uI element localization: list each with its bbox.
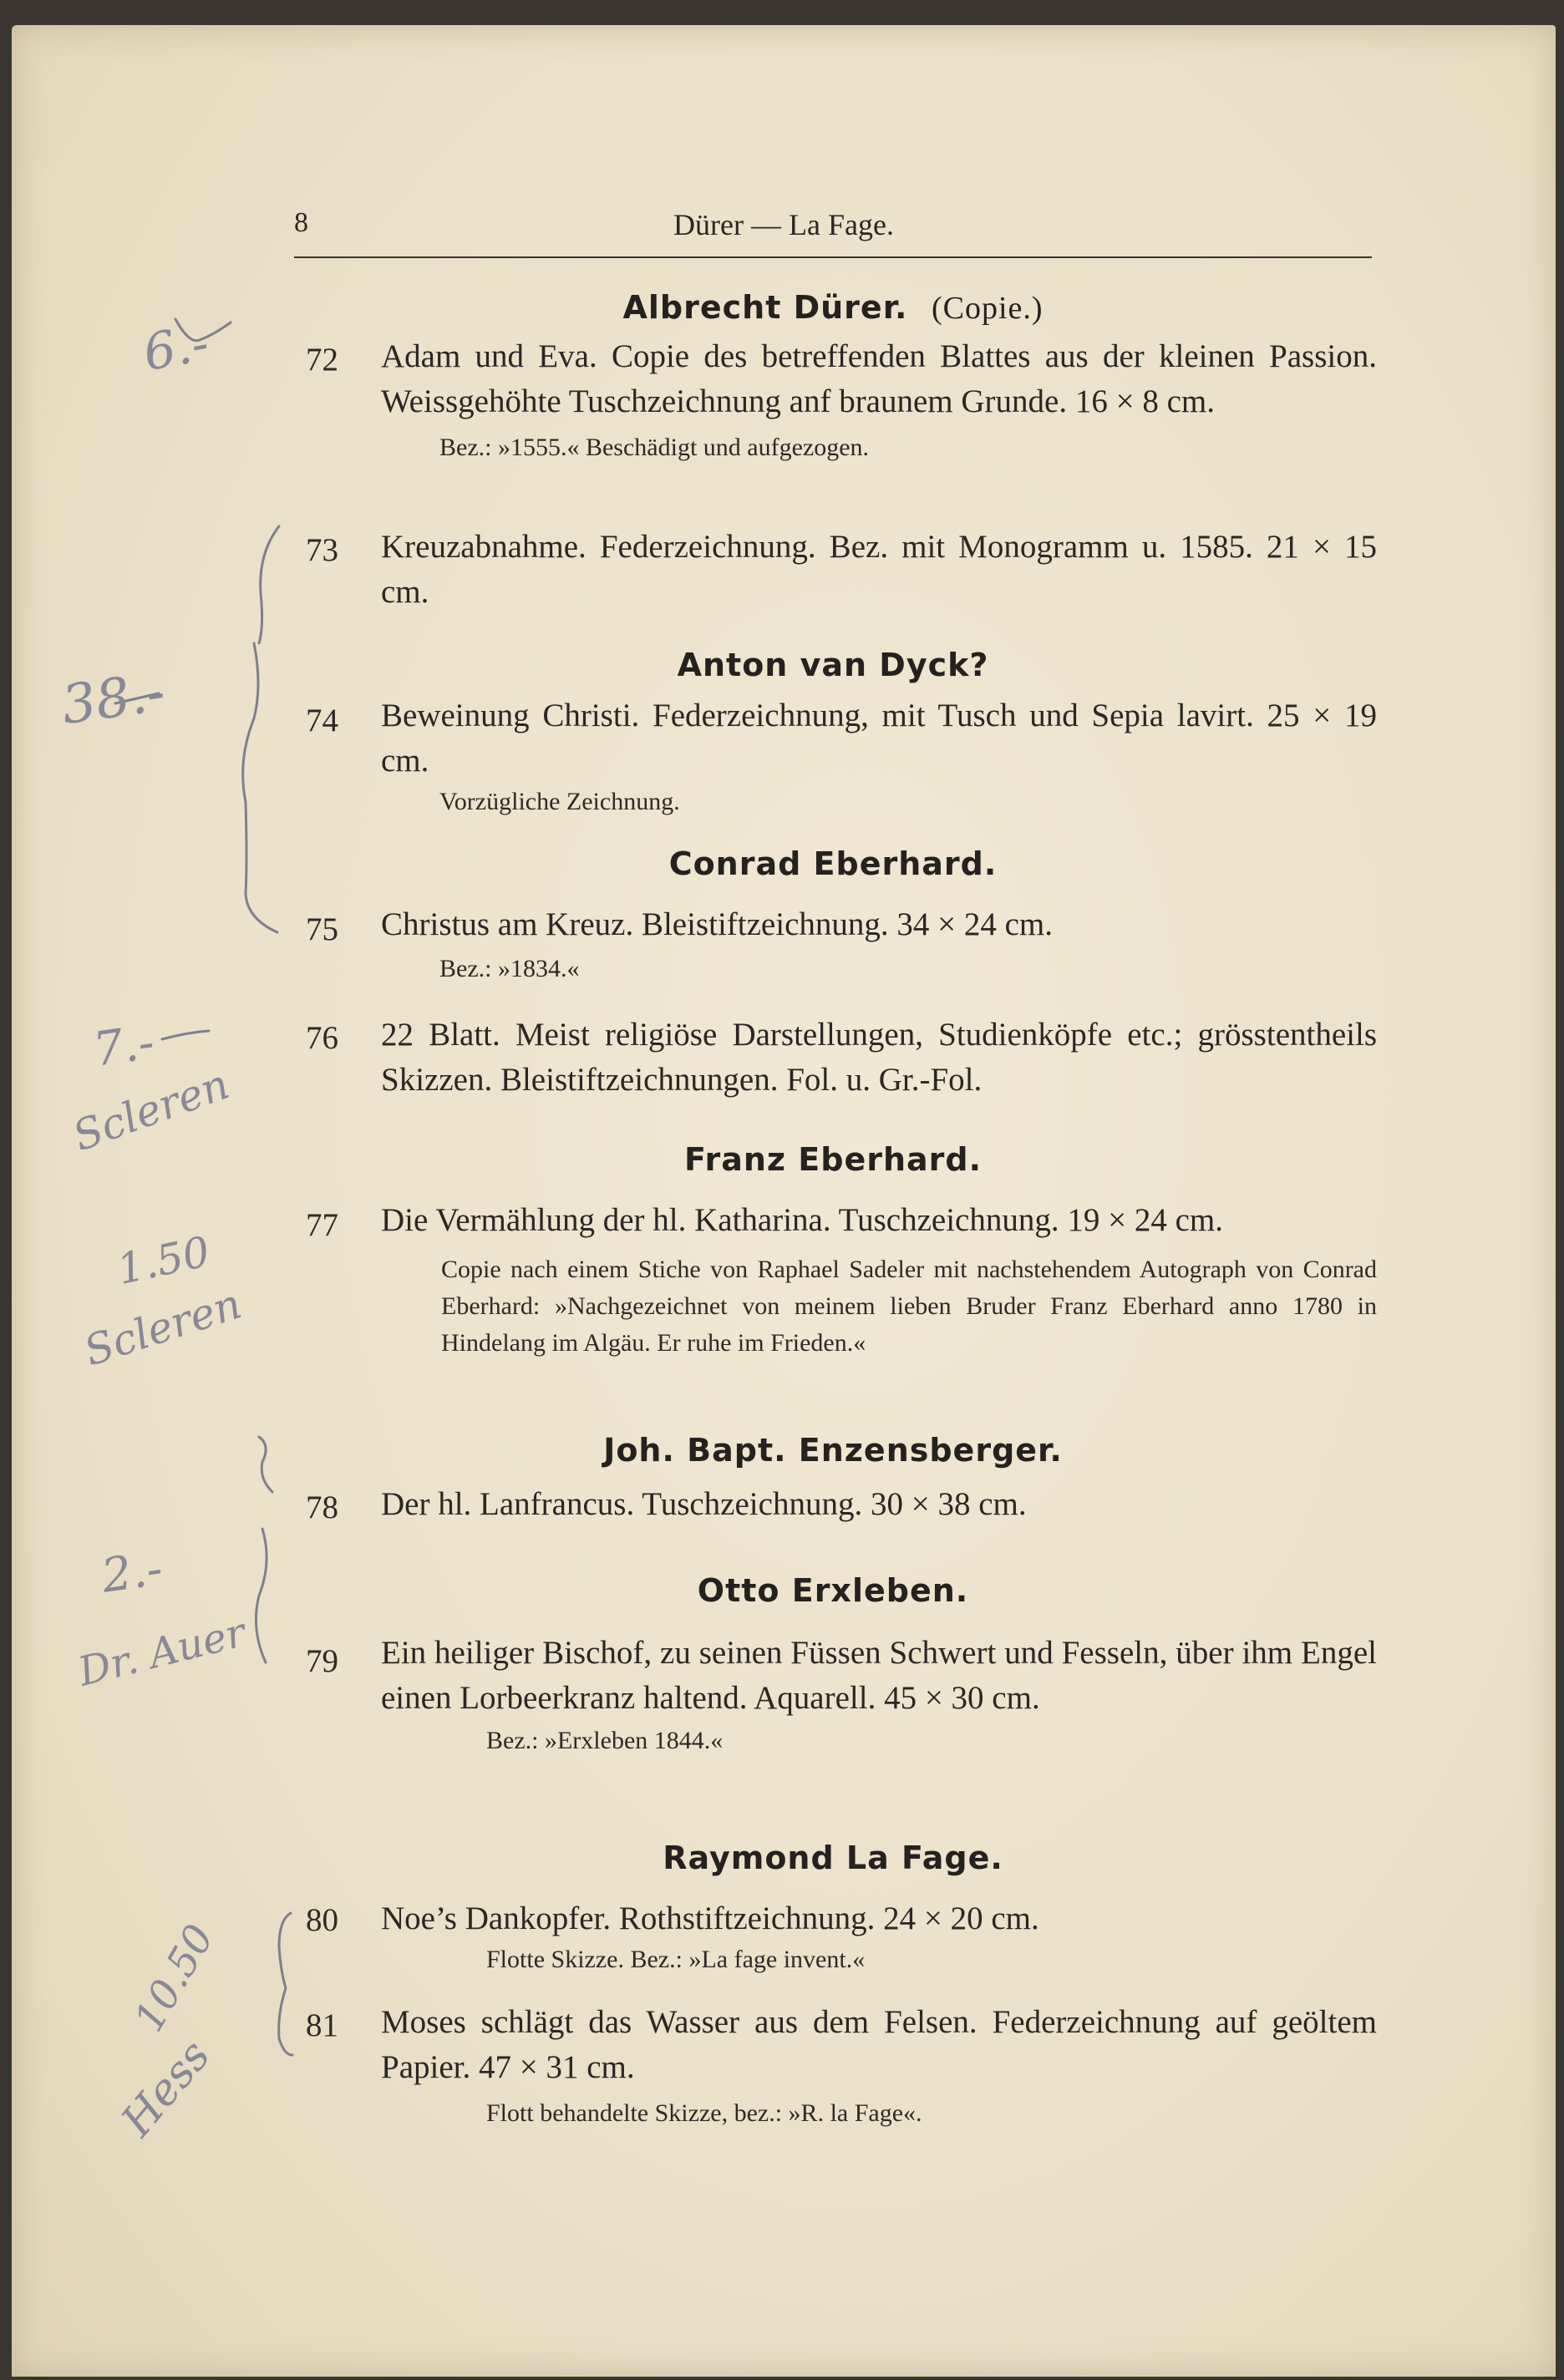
running-title: Dürer — La Fage. bbox=[673, 208, 894, 241]
artist-name: Franz Eberhard. bbox=[683, 1141, 983, 1178]
entry-78 bbox=[381, 1482, 1377, 1527]
header-rule bbox=[294, 256, 1372, 258]
pencil-bracket bbox=[279, 1913, 292, 2055]
entry-80 bbox=[381, 1896, 1377, 1978]
pencil-bracket bbox=[243, 643, 277, 932]
pencil-price: 7.- bbox=[89, 1015, 158, 1078]
entry-75 bbox=[381, 902, 1377, 987]
artist-note: (Copie.) bbox=[931, 291, 1044, 326]
artist-heading-van-dyck bbox=[294, 647, 1372, 683]
entry-number: 74 bbox=[306, 703, 338, 738]
entry-description: Noe’s Dankopfer. Rothstiftzeichnung. 24 × 20 cm. bbox=[381, 1900, 1039, 1936]
pencil-price: 38.- bbox=[58, 661, 169, 738]
pencil-brackets bbox=[12, 25, 346, 2377]
catalog-page bbox=[12, 25, 1556, 2377]
entry-76 bbox=[381, 1012, 1377, 1103]
artist-heading-conrad-eberhard bbox=[294, 845, 1372, 882]
artist-heading-la-fage bbox=[294, 1840, 1372, 1876]
entry-remark: Flotte Skizze. Bez.: »La fage invent.« bbox=[486, 1946, 866, 1973]
entry-remark: Vorzügliche Zeichnung. bbox=[439, 788, 680, 815]
entry-description: Die Vermählung der hl. Katharina. Tuschzeichnung. 19 × 24 cm. bbox=[381, 1202, 1224, 1238]
artist-name: Otto Erxleben. bbox=[697, 1572, 969, 1609]
artist-heading-enzensberger bbox=[294, 1432, 1372, 1469]
pencil-buyer: Dr. Auer bbox=[74, 1609, 251, 1696]
pencil-price: 1.50 bbox=[113, 1227, 215, 1294]
page-number: 8 bbox=[294, 207, 308, 238]
entry-79 bbox=[381, 1631, 1377, 1759]
entry-remark: Flott behandelte Skizze, bez.: »R. la Fage«. bbox=[486, 2099, 922, 2127]
entry-description: Adam und Eva. Copie des betreffenden Blattes aus der kleinen Passion. Weissgehöhte Tuschzeichnung anf braunem Grunde. 16 × 8 cm. bbox=[381, 338, 1377, 419]
pencil-stroke bbox=[162, 1031, 209, 1039]
pencil-price: 2.- bbox=[98, 1541, 166, 1604]
entry-73 bbox=[381, 525, 1377, 615]
entry-description: 22 Blatt. Meist religiöse Darstellungen, Studienköpfe etc.; grösstentheils Skizzen. Bleistiftzeichnungen. Fol. u. Gr.-Fol. bbox=[381, 1017, 1377, 1098]
entry-number: 79 bbox=[306, 1643, 338, 1679]
artist-name: Joh. Bapt. Enzensberger. bbox=[603, 1432, 1063, 1469]
pencil-price: 10.50 bbox=[125, 1916, 224, 2040]
pencil-bracket bbox=[259, 1437, 272, 1492]
artist-heading-duerer bbox=[294, 289, 1372, 327]
entry-number: 77 bbox=[306, 1207, 338, 1243]
entry-remark: Copie nach einem Stiche von Raphael Sadeler mit nachstehendem Autograph von Conrad Eberhard: »Nachgezeichnet von meinem lieben Bruder Franz Eberhard anno 1780 in Hindelang im Algäu. Er ruhe im Frieden.« bbox=[441, 1256, 1377, 1357]
entry-number: 81 bbox=[306, 2007, 338, 2043]
pencil-price: 6.- bbox=[139, 313, 214, 383]
entry-74 bbox=[381, 693, 1377, 820]
entry-72 bbox=[381, 334, 1377, 466]
entry-description: Moses schlägt das Wasser aus dem Felsen. Federzeichnung auf geöltem Papier. 47 × 31 cm. bbox=[381, 2004, 1377, 2085]
pencil-buyer: Hess bbox=[112, 2031, 221, 2146]
pencil-buyer: Scleren bbox=[78, 1279, 247, 1376]
entry-description: Beweinung Christi. Federzeichnung, mit Tusch und Sepia lavirt. 25 × 19 cm. bbox=[381, 698, 1377, 779]
entry-number: 73 bbox=[306, 532, 338, 568]
pencil-bracket bbox=[259, 526, 279, 643]
entry-description: Christus am Kreuz. Bleistiftzeichnung. 34 × 24 cm. bbox=[381, 906, 1054, 942]
artist-name: Raymond La Fage. bbox=[663, 1840, 1003, 1876]
entry-77 bbox=[381, 1198, 1377, 1362]
entry-remark: Bez.: »1834.« bbox=[439, 955, 580, 982]
entry-number: 72 bbox=[306, 342, 338, 378]
artist-heading-erxleben bbox=[294, 1572, 1372, 1609]
entry-number: 78 bbox=[306, 1489, 338, 1525]
entry-remark: Bez.: »1555.« Beschädigt und aufgezogen. bbox=[439, 434, 870, 461]
artist-name: Anton van Dyck? bbox=[677, 647, 989, 683]
entry-description: Ein heiliger Bischof, zu seinen Füssen Schwert und Fesseln, über ihm Engel einen Lorbeerkranz haltend. Aquarell. 45 × 30 cm. bbox=[381, 1635, 1377, 1716]
entry-81 bbox=[381, 2000, 1377, 2132]
entry-number: 80 bbox=[306, 1902, 338, 1938]
entry-description: Der hl. Lanfrancus. Tuschzeichnung. 30 × 38 cm. bbox=[381, 1486, 1027, 1522]
artist-name: Conrad Eberhard. bbox=[668, 845, 998, 882]
pencil-bracket bbox=[256, 1529, 267, 1662]
entry-number: 76 bbox=[306, 1020, 338, 1056]
entry-description: Kreuzabnahme. Federzeichnung. Bez. mit Monogramm u. 1585. 21 × 15 cm. bbox=[381, 529, 1377, 610]
entry-number: 75 bbox=[306, 911, 338, 947]
pencil-buyer: Scleren bbox=[66, 1059, 236, 1161]
artist-heading-franz-eberhard bbox=[294, 1141, 1372, 1178]
artist-name: Albrecht Dürer. bbox=[622, 289, 908, 326]
entry-remark: Bez.: »Erxleben 1844.« bbox=[486, 1727, 724, 1754]
